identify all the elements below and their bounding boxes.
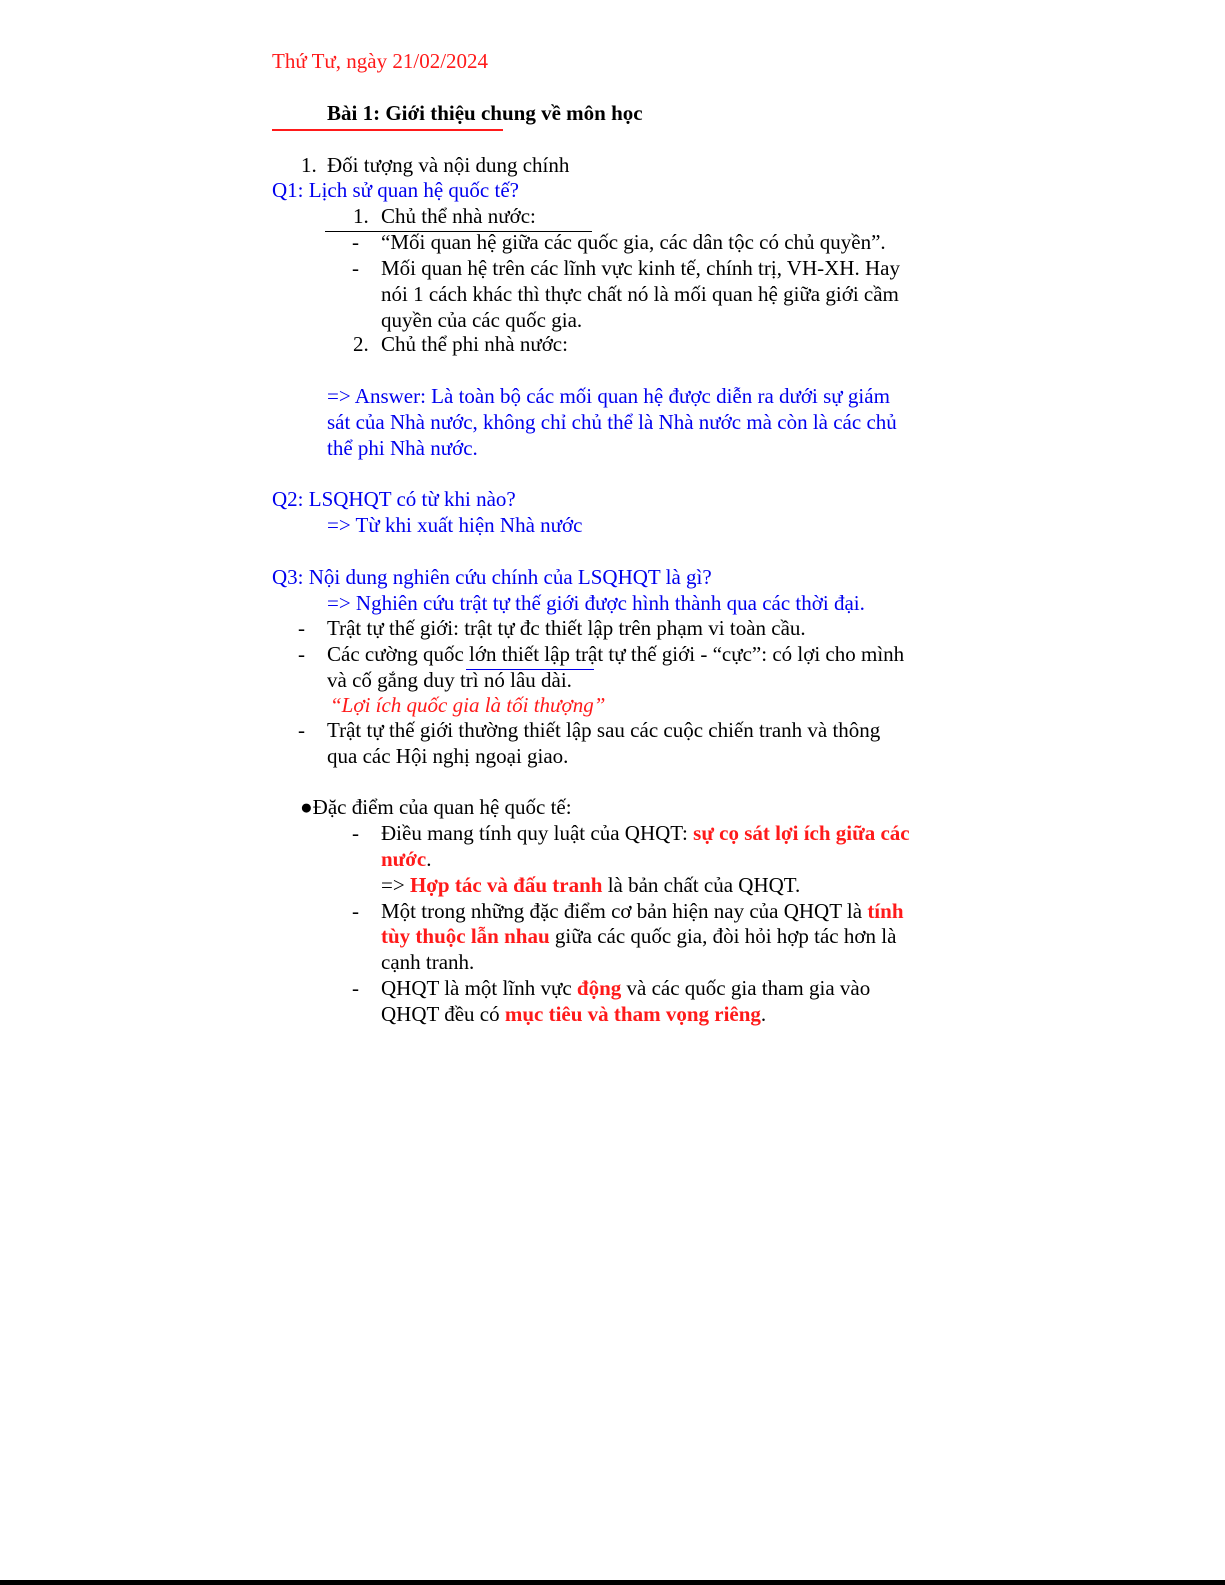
q3-bullet3-line2: qua các Hội nghị ngoại giao. (327, 744, 569, 768)
feature1-tail: là bản chất của QHQT. (602, 873, 801, 897)
page-bottom-edge (0, 1580, 1225, 1585)
section1-heading: Đối tượng và nội dung chính (327, 153, 570, 177)
dash: - (298, 718, 305, 742)
q3-bullet2-line2: và cố gắng duy trì nó lâu dài. (327, 668, 572, 692)
feature1-highlight: sự cọ sát lợi ích giữa các (693, 821, 910, 845)
date-line: Thứ Tư, ngày 21/02/2024 (272, 49, 489, 73)
feature2-mid: giữa các quốc gia, đòi hỏi hợp tác hơn là (549, 924, 897, 948)
feature1-highlight-2: nước (381, 847, 427, 871)
dash: - (352, 821, 359, 845)
q3-bullet1: Trật tự thế giới: trật tự đc thiết lập trên phạm vi toàn cầu. (327, 616, 806, 640)
feature3-text: QHQT là một lĩnh vực (381, 976, 577, 1000)
q3-question: Q3: Nội dung nghiên cứu chính của LSQHQT là gì? (272, 565, 712, 589)
q1-bullet2-line3: quyền của các quốc gia. (381, 308, 583, 332)
q1-bullet2-line2: nói 1 cách khác thì thực chất nó là mối quan hệ giữa giới cầm (381, 282, 899, 306)
q3-answer: => Nghiên cứu trật tự thế giới được hình thành qua các thời đại. (327, 591, 865, 615)
period: . (426, 847, 432, 871)
q3-bullet2-line1: Các cường quốc lớn thiết lập trật tự thế giới - “cực”: có lợi cho mình (327, 642, 905, 666)
section1-number: 1. (301, 153, 317, 177)
feature3-line2 (381, 1001, 766, 1027)
q2-question: Q2: LSQHQT có từ khi nào? (272, 487, 516, 511)
feature3-highlight: động (576, 976, 622, 1000)
q1-sub2-label: Chủ thể phi nhà nước: (381, 332, 568, 356)
lesson-title: Bài 1: Giới thiệu chung về môn học (327, 101, 643, 125)
q1-question: Q1: Lịch sử quan hệ quốc tế? (272, 178, 519, 202)
feature1-line2 (381, 846, 431, 872)
feature1-line3 (381, 872, 800, 898)
q3-quote: “Lợi ích quốc gia là tối thượng” (330, 693, 606, 717)
q1-sub2-number: 2. (353, 332, 369, 356)
feature2-line1 (381, 898, 904, 924)
feature2-highlight: tính (867, 899, 904, 923)
dash: - (352, 976, 359, 1000)
features-heading: ●Đặc điểm của quan hệ quốc tế: (300, 795, 572, 819)
dash: - (298, 642, 305, 666)
q1-bullet1: “Mối quan hệ giữa các quốc gia, các dân tộc có chủ quyền”. (381, 230, 886, 254)
dash: - (352, 230, 359, 254)
dash: - (298, 616, 305, 640)
feature1-line1 (381, 820, 910, 846)
feature1-highlight-3: Hợp tác và đấu tranh (409, 873, 603, 897)
q2-answer: => Từ khi xuất hiện Nhà nước (327, 513, 583, 537)
period: . (760, 1002, 767, 1026)
feature2-text: Một trong những đặc điểm cơ bản hiện nay của QHQT là (381, 899, 868, 923)
dash: - (352, 256, 359, 280)
dash: - (352, 899, 359, 923)
q1-answer-line3: thể phi Nhà nước. (327, 436, 478, 460)
feature2-line3: cạnh tranh. (381, 950, 475, 974)
arrow-text: => (381, 873, 410, 897)
feature3-line1 (381, 975, 870, 1001)
q3-bullet3-line1: Trật tự thế giới thường thiết lập sau các cuộc chiến tranh và thông (327, 718, 881, 742)
q1-bullet2-line1: Mối quan hệ trên các lĩnh vực kinh tế, chính trị, VH-XH. Hay (381, 256, 900, 280)
feature2-line2 (381, 923, 896, 949)
feature3-mid: và các quốc gia tham gia vào (621, 976, 871, 1000)
feature2-highlight-2: tùy thuộc lẫn nhau (381, 924, 550, 948)
q1-answer-line1: => Answer: Là toàn bộ các mối quan hệ được diễn ra dưới sự giám (327, 384, 890, 408)
feature1-text: Điều mang tính quy luật của QHQT: (381, 821, 694, 845)
q1-sub1-number: 1. (353, 204, 369, 228)
feature3-text-2: QHQT đều có (381, 1002, 505, 1026)
title-underline (272, 129, 503, 131)
feature3-highlight-2: mục tiêu và tham vọng riêng (504, 1002, 761, 1026)
q1-answer-line2: sát của Nhà nước, không chỉ chủ thể là Nhà nước mà còn là các chủ (327, 410, 897, 434)
q1-sub1-label: Chủ thể nhà nước: (381, 204, 536, 228)
